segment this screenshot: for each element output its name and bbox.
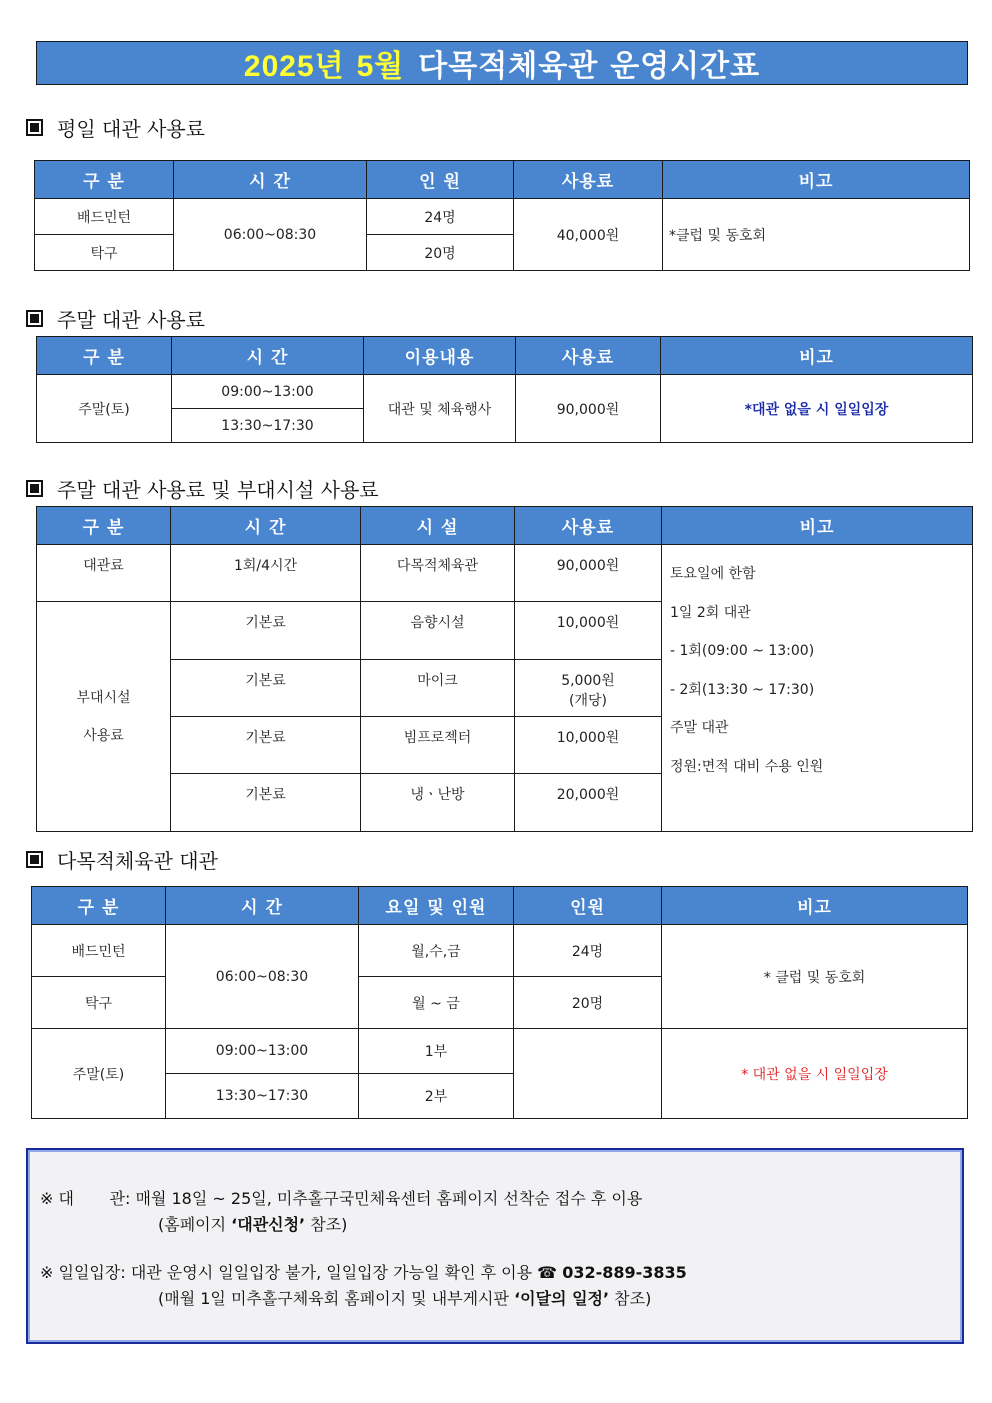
note-line: - 2회(13:30 ~ 17:30) bbox=[670, 681, 815, 698]
cell-category: 주말(토) bbox=[37, 375, 172, 443]
cell-time: 기본료 bbox=[171, 660, 361, 717]
phone-number: 032-889-3835 bbox=[562, 1263, 687, 1282]
title-subject: 운영시간표 bbox=[610, 50, 761, 83]
header-people: 인원 bbox=[514, 887, 662, 925]
rental-info-line bbox=[40, 1186, 642, 1209]
cell-days: 1부 bbox=[359, 1029, 514, 1074]
cell-note: * 대관 없을 시 일일입장 bbox=[662, 1029, 968, 1119]
header-usage: 이용내용 bbox=[364, 337, 516, 375]
cell-facility: 빔프로젝터 bbox=[361, 717, 515, 774]
cell-fee bbox=[515, 660, 662, 717]
table-row bbox=[35, 199, 970, 235]
page-title bbox=[36, 41, 968, 85]
square-bullet-icon bbox=[26, 480, 43, 497]
cell-note: *클럽 및 동호회 bbox=[663, 199, 970, 271]
cell-fee: 90,000원 bbox=[515, 545, 662, 602]
rental-apply-ref: ‘대관신청’ bbox=[231, 1215, 306, 1234]
weekday-fee-table bbox=[34, 160, 970, 271]
table-header-row bbox=[35, 161, 970, 199]
table-header-row bbox=[37, 507, 973, 545]
cell-fee: 10,000원 bbox=[515, 717, 662, 774]
cell-category: 배드민턴 bbox=[32, 925, 166, 977]
section-heading-weekend bbox=[26, 304, 205, 333]
sub-suffix: 참조) bbox=[609, 1289, 652, 1308]
header-people: 인 원 bbox=[367, 161, 514, 199]
header-category: 구 분 bbox=[37, 507, 171, 545]
rental-label: ※ 대 관: bbox=[40, 1189, 131, 1208]
cell-people bbox=[514, 1029, 662, 1119]
cell-people: 24명 bbox=[367, 199, 514, 235]
note-line: 정원:면적 대비 수용 인원 bbox=[670, 758, 824, 775]
cell-note: *대관 없을 시 일일입장 bbox=[661, 375, 973, 443]
header-note: 비고 bbox=[661, 337, 973, 375]
header-category: 구 분 bbox=[32, 887, 166, 925]
cell-category: 배드민턴 bbox=[35, 199, 174, 235]
header-fee: 사용료 bbox=[514, 161, 663, 199]
header-time: 시 간 bbox=[171, 507, 361, 545]
gym-rental-table bbox=[31, 886, 968, 1119]
section-heading-text: 주말 대관 사용료 및 부대시설 사용료 bbox=[57, 478, 379, 502]
cell-fee: 10,000원 bbox=[515, 602, 662, 660]
section-heading-text: 주말 대관 사용료 bbox=[57, 308, 205, 332]
cell-category bbox=[37, 602, 171, 832]
header-time: 시 간 bbox=[174, 161, 367, 199]
cell-time: 13:30~17:30 bbox=[166, 1074, 359, 1119]
daily-label: ※ 일일입장: bbox=[40, 1263, 126, 1282]
cell-time: 기본료 bbox=[171, 602, 361, 660]
cell-facility: 냉ㆍ난방 bbox=[361, 774, 515, 832]
cell-people: 20명 bbox=[514, 977, 662, 1029]
cell-time: 13:30~17:30 bbox=[172, 409, 364, 443]
cell-category: 탁구 bbox=[35, 235, 174, 271]
cell-usage: 대관 및 체육행사 bbox=[364, 375, 516, 443]
header-facility: 시 설 bbox=[361, 507, 515, 545]
note-line: 주말 대관 bbox=[670, 720, 729, 736]
header-time: 시 간 bbox=[166, 887, 359, 925]
table-row bbox=[37, 375, 973, 409]
cell-days: 2부 bbox=[359, 1074, 514, 1119]
note-line: - 1회(09:00 ~ 13:00) bbox=[670, 643, 815, 659]
header-category: 구 분 bbox=[37, 337, 172, 375]
table-header-row bbox=[37, 337, 973, 375]
facility-fee-table bbox=[36, 506, 973, 832]
square-bullet-icon bbox=[26, 119, 43, 136]
cell-facility: 다목적체육관 bbox=[361, 545, 515, 602]
category-line: 부대시설 bbox=[76, 689, 131, 706]
cell-time: 06:00~08:30 bbox=[166, 925, 359, 1029]
cell-days: 월,수,금 bbox=[359, 925, 514, 977]
cell-fee: 20,000원 bbox=[515, 774, 662, 832]
cell-days: 월 ~ 금 bbox=[359, 977, 514, 1029]
cell-fee: 90,000원 bbox=[516, 375, 661, 443]
square-bullet-icon bbox=[26, 310, 43, 327]
table-row bbox=[37, 545, 973, 602]
fee-unit: (개당) bbox=[569, 693, 607, 709]
cell-time: 06:00~08:30 bbox=[174, 199, 367, 271]
header-note: 비고 bbox=[662, 887, 968, 925]
weekend-fee-table bbox=[36, 336, 973, 443]
cell-time: 기본료 bbox=[171, 774, 361, 832]
sub-prefix: (매월 1일 미추홀구체육회 홈페이지 및 내부게시판 bbox=[158, 1289, 515, 1308]
cell-time: 1회/4시간 bbox=[171, 545, 361, 602]
header-fee: 사용료 bbox=[515, 507, 662, 545]
note-line: 1일 2회 대관 bbox=[670, 604, 751, 621]
info-box bbox=[26, 1148, 964, 1344]
square-bullet-icon bbox=[26, 851, 43, 868]
title-year: 2025년 bbox=[243, 50, 345, 83]
section-heading-gym-rental bbox=[26, 845, 218, 874]
fee-value: 5,000원 bbox=[561, 673, 615, 689]
cell-time: 기본료 bbox=[171, 717, 361, 774]
sub-prefix: (홈페이지 bbox=[158, 1215, 232, 1234]
title-facility: 다목적체육관 bbox=[418, 50, 599, 83]
rental-info-sub bbox=[158, 1212, 347, 1235]
cell-facility: 마이크 bbox=[361, 660, 515, 717]
note-line: 토요일에 한함 bbox=[670, 566, 756, 582]
cell-facility: 음향시설 bbox=[361, 602, 515, 660]
cell-people: 20명 bbox=[367, 235, 514, 271]
cell-note-list bbox=[662, 545, 973, 832]
section-heading-weekday bbox=[26, 113, 205, 142]
header-time: 시 간 bbox=[172, 337, 364, 375]
sub-suffix: 참조) bbox=[305, 1215, 348, 1234]
header-note: 비고 bbox=[662, 507, 973, 545]
header-category: 구 분 bbox=[35, 161, 174, 199]
daily-info-line bbox=[40, 1260, 687, 1283]
section-heading-facilities bbox=[26, 474, 379, 503]
cell-people: 24명 bbox=[514, 925, 662, 977]
header-note: 비고 bbox=[663, 161, 970, 199]
cell-category: 주말(토) bbox=[32, 1029, 166, 1119]
cell-note: * 클럽 및 동호회 bbox=[662, 925, 968, 1029]
telephone-icon: ☎ bbox=[537, 1263, 558, 1282]
cell-time: 09:00~13:00 bbox=[172, 375, 364, 409]
cell-fee: 40,000원 bbox=[514, 199, 663, 271]
cell-category: 대관료 bbox=[37, 545, 171, 602]
header-days: 요일 및 인원 bbox=[359, 887, 514, 925]
section-heading-text: 평일 대관 사용료 bbox=[57, 117, 205, 141]
table-header-row bbox=[32, 887, 968, 925]
category-line: 사용료 bbox=[83, 727, 124, 744]
section-heading-text: 다목적체육관 대관 bbox=[57, 849, 218, 873]
table-row bbox=[32, 925, 968, 977]
header-fee: 사용료 bbox=[516, 337, 661, 375]
cell-category: 탁구 bbox=[32, 977, 166, 1029]
table-row bbox=[32, 1029, 968, 1074]
rental-text: 매월 18일 ~ 25일, 미추홀구국민체육센터 홈페이지 선착순 접수 후 이용 bbox=[135, 1189, 643, 1208]
monthly-schedule-ref: ‘이달의 일정’ bbox=[514, 1289, 610, 1308]
daily-text: 대관 운영시 일일입장 불가, 일일입장 가능일 확인 후 이용 bbox=[130, 1263, 533, 1282]
cell-time: 09:00~13:00 bbox=[166, 1029, 359, 1074]
daily-info-sub bbox=[158, 1286, 651, 1309]
title-month: 5월 bbox=[356, 50, 405, 83]
